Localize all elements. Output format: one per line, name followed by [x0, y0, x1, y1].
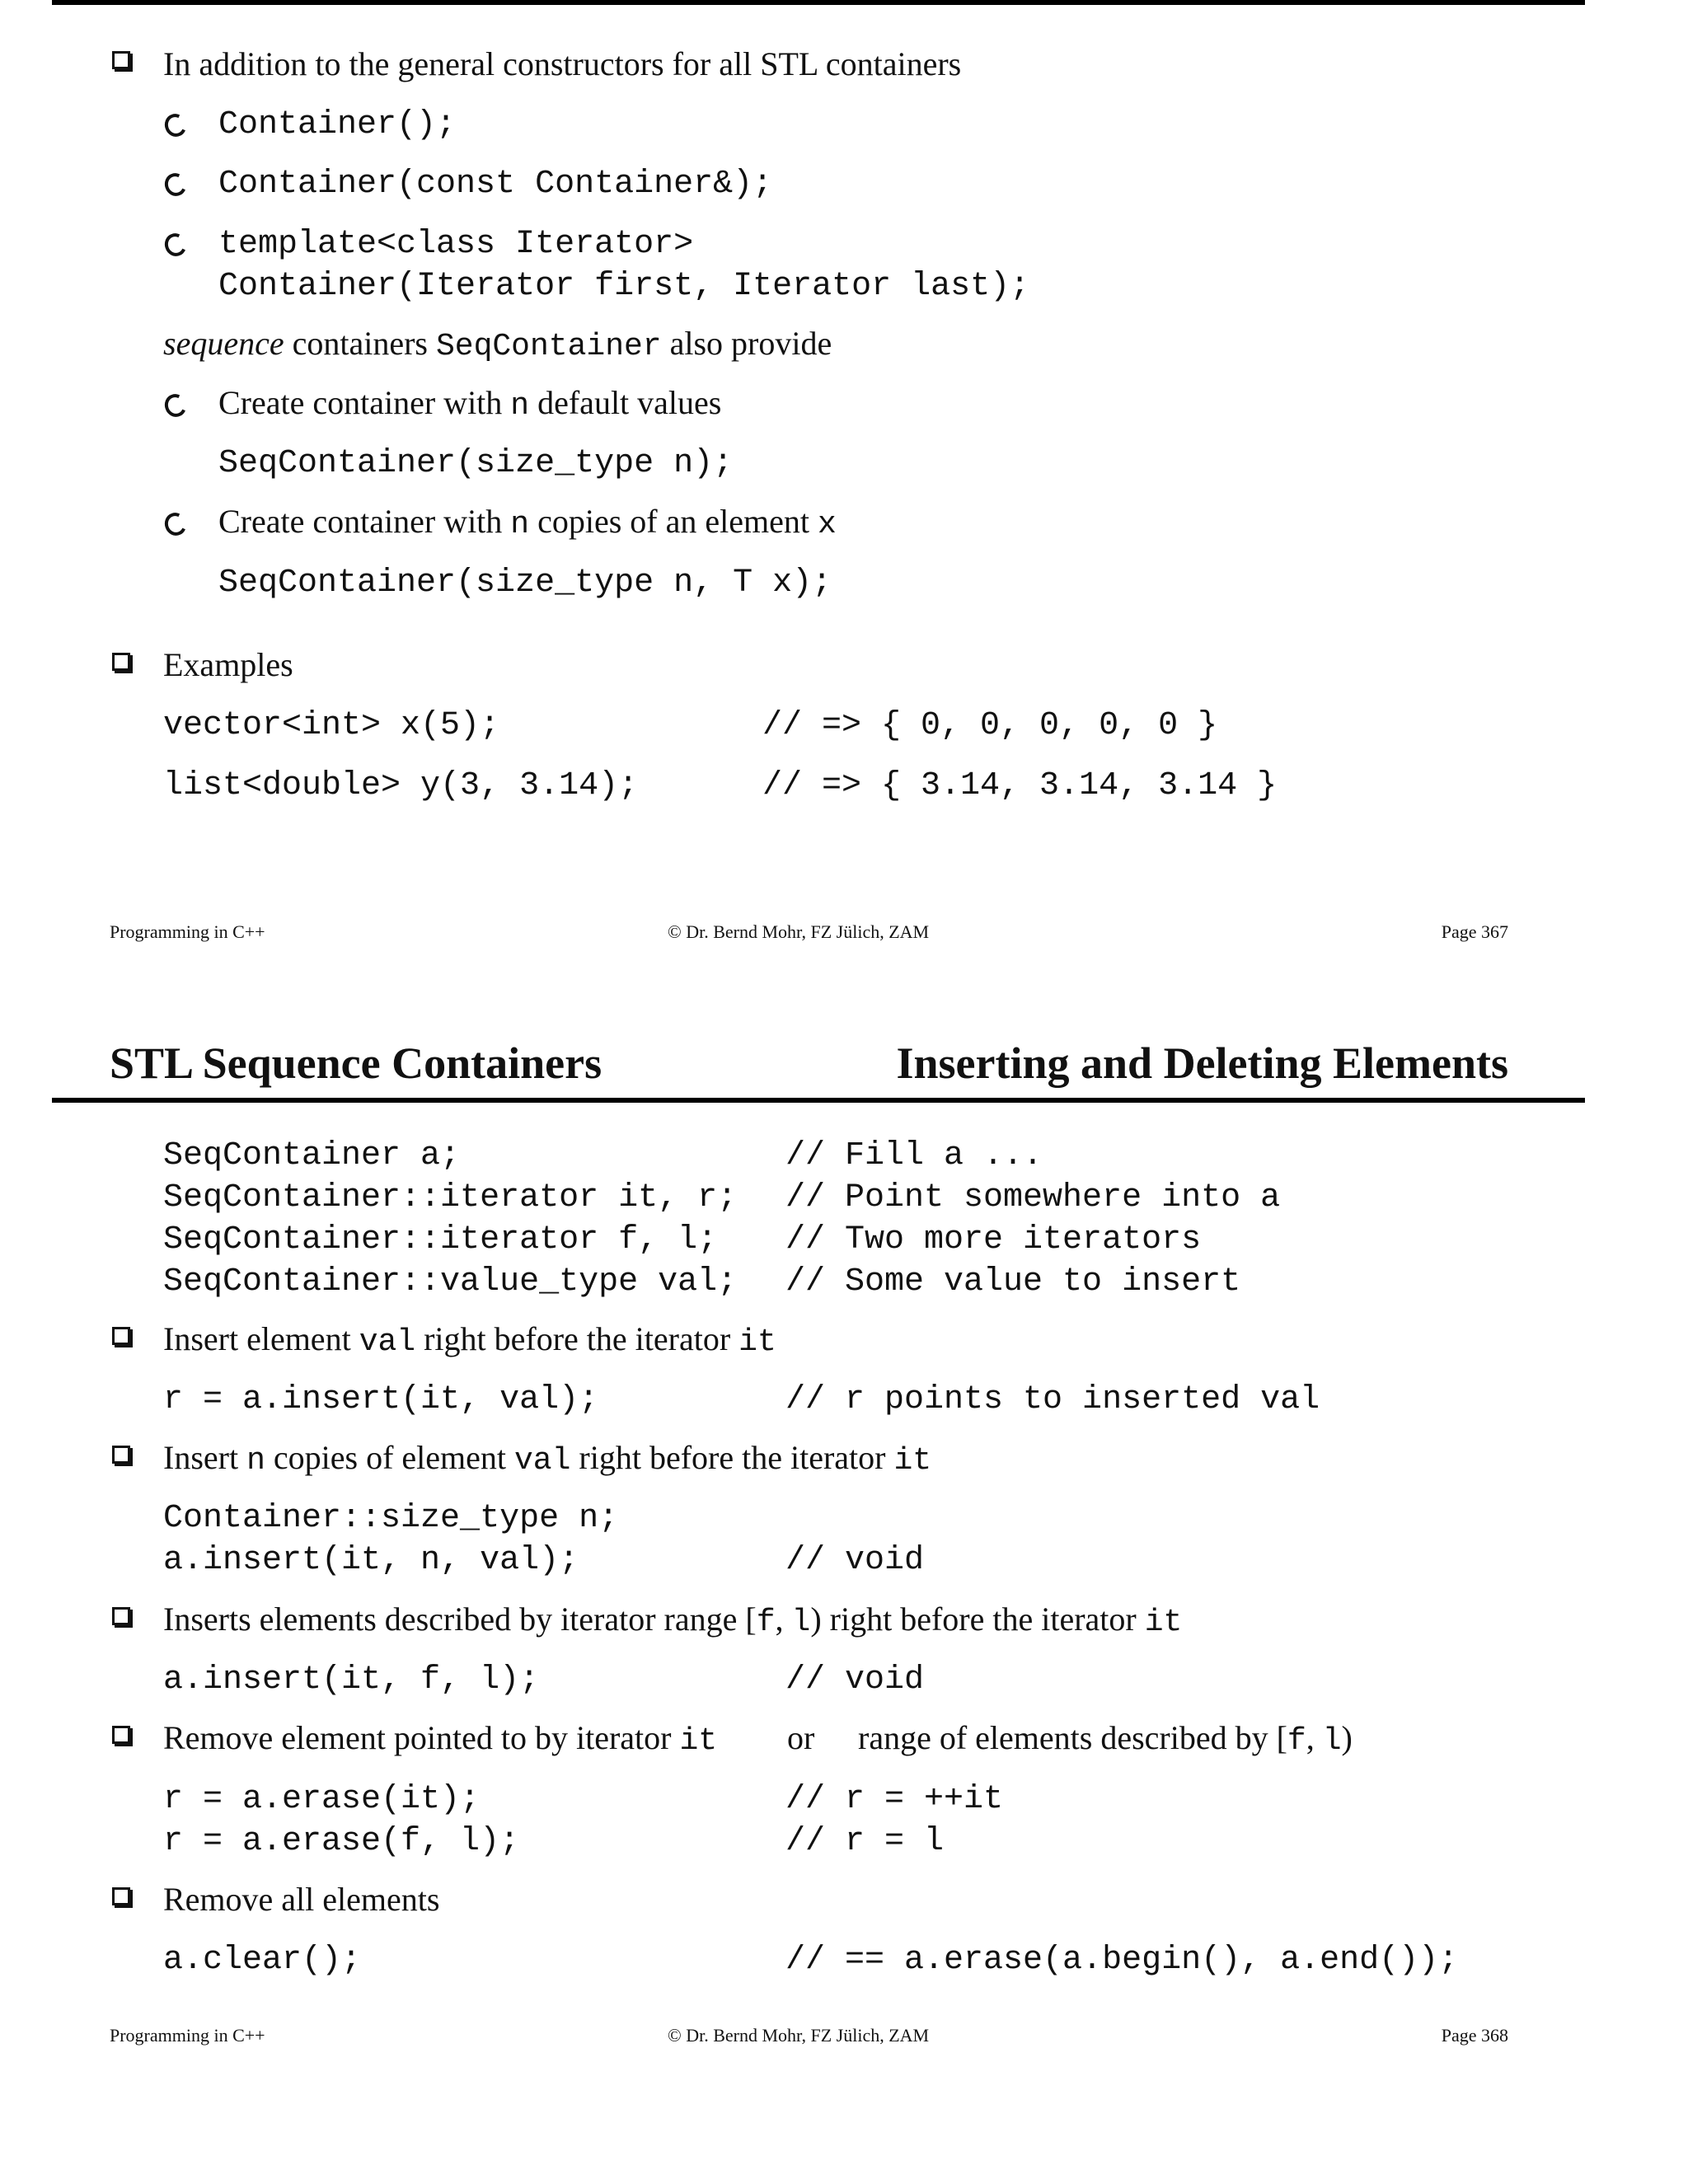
code-comment: // r points to inserted val: [785, 1381, 1320, 1418]
checkbox-bullet-icon: [112, 1446, 130, 1464]
code-size-type-decl: Container::size_type n;: [163, 1500, 619, 1537]
text: Inserts elements described by iterator range [: [163, 1601, 757, 1638]
text: Remove element pointed to by iterator: [163, 1719, 680, 1756]
text: copies of element: [265, 1439, 514, 1476]
footer-copyright: © Dr. Bernd Mohr, FZ Jülich, ZAM: [668, 921, 930, 942]
sequence-word: sequence: [163, 325, 284, 362]
code-comment: // r = ++it: [785, 1781, 1004, 1818]
sequence-containers-intro: [163, 324, 832, 367]
sub-text: Create container with: [218, 384, 511, 421]
intro-text: containers: [284, 325, 436, 362]
text: right before the iterator: [415, 1320, 739, 1357]
code-comment: // Fill a ...: [785, 1137, 1043, 1174]
sub-code: n: [510, 388, 530, 424]
top-rule: [52, 0, 1585, 5]
code-comment: // void: [785, 1661, 925, 1699]
checkbox-bullet-icon: [112, 1607, 130, 1625]
code-insert-val: r = a.insert(it, val);: [163, 1381, 599, 1418]
code-seq-ctor-n-x: SeqContainer(size_type n, T x);: [218, 565, 832, 602]
or-separator: or: [787, 1719, 815, 1756]
code-decl-range: SeqContainer::iterator f, l;: [163, 1221, 718, 1258]
code-example-list: list<double> y(3, 3.14);: [163, 767, 639, 804]
text: range of elements described by [: [858, 1719, 1287, 1756]
code-insert-n-val: a.insert(it, n, val);: [163, 1542, 579, 1579]
checkbox-bullet-icon: [112, 653, 130, 671]
sub-text: Create container with: [218, 503, 511, 540]
bullet-remove-all: Remove all elements: [163, 1881, 440, 1918]
code-insert-range: a.insert(it, f, l);: [163, 1661, 540, 1699]
code-seq-ctor-n: SeqContainer(size_type n);: [218, 445, 734, 482]
code-range-ctor: Container(Iterator first, Iterator last);: [218, 268, 1030, 305]
circle-bullet-icon: [162, 110, 190, 139]
bullet-insert-n-copies: [163, 1438, 931, 1481]
text: ): [1341, 1719, 1353, 1756]
slide-subtitle: Inserting and Deleting Elements: [896, 1038, 1508, 1088]
code-erase-it: r = a.erase(it);: [163, 1781, 481, 1818]
code-comment: // == a.erase(a.begin(), a.end());: [785, 1942, 1459, 1979]
code-template-line: template<class Iterator>: [218, 226, 694, 263]
code-term: it: [679, 1723, 718, 1759]
code-term: f: [1287, 1723, 1306, 1759]
bullet-general-constructors: In addition to the general constructors for all STL containers: [163, 45, 962, 82]
footer-page-number: Page 367: [1441, 921, 1508, 942]
checkbox-bullet-icon: [112, 1887, 130, 1905]
checkbox-bullet-icon: [112, 1726, 130, 1744]
footer-copyright: © Dr. Bernd Mohr, FZ Jülich, ZAM: [668, 2025, 930, 2046]
code-comment: // Point somewhere into a: [785, 1179, 1281, 1216]
sub-default-values: [218, 383, 721, 426]
code-decl-iterators: SeqContainer::iterator it, r;: [163, 1179, 738, 1216]
footer-course: Programming in C++: [110, 921, 265, 942]
code-decl-value: SeqContainer::value_type val;: [163, 1263, 738, 1301]
slide-title: STL Sequence Containers: [110, 1038, 603, 1088]
code-term: val: [359, 1324, 416, 1360]
bullet-remove-element: [163, 1718, 717, 1761]
title-rule: [52, 1098, 1585, 1103]
code-copy-ctor: Container(const Container&);: [218, 166, 773, 203]
code-comment: // => { 3.14, 3.14, 3.14 }: [762, 767, 1278, 804]
sub-text: default values: [529, 384, 722, 421]
text: ,: [1306, 1719, 1323, 1756]
sub-copies-of-element: [218, 502, 837, 545]
bullet-insert-range: [163, 1600, 1182, 1643]
code-term: it: [1144, 1605, 1183, 1640]
code-erase-range: r = a.erase(f, l);: [163, 1823, 520, 1860]
code-comment: // => { 0, 0, 0, 0, 0 }: [762, 707, 1218, 744]
text: Insert element: [163, 1320, 359, 1357]
code-term: val: [514, 1443, 571, 1479]
code-decl-container: SeqContainer a;: [163, 1137, 461, 1174]
code-comment: // Some value to insert: [785, 1263, 1241, 1301]
bullet-insert-element: [163, 1319, 776, 1362]
slide-page-367: [0, 0, 1688, 956]
code-term: it: [738, 1324, 776, 1360]
checkbox-bullet-icon: [112, 1327, 130, 1345]
circle-bullet-icon: [162, 391, 190, 419]
intro-code: SeqContainer: [435, 329, 662, 364]
bullet-remove-range: [858, 1718, 1353, 1761]
sub-code: x: [817, 507, 837, 542]
code-term: f: [756, 1605, 776, 1640]
code-term: l: [791, 1605, 811, 1640]
code-comment: // r = l: [785, 1823, 945, 1860]
code-default-ctor: Container();: [218, 106, 457, 143]
circle-bullet-icon: [162, 509, 190, 538]
code-comment: // Two more iterators: [785, 1221, 1202, 1258]
slide-page-368: [0, 956, 1688, 2184]
code-example-vector: vector<int> x(5);: [163, 707, 500, 744]
code-term: n: [246, 1443, 265, 1479]
sub-text: copies of an element: [529, 503, 818, 540]
sub-code: n: [510, 507, 530, 542]
text: ) right before the iterator: [810, 1601, 1145, 1638]
circle-bullet-icon: [162, 230, 190, 259]
code-term: l: [1322, 1723, 1342, 1759]
intro-end: also provide: [661, 325, 832, 362]
text: ,: [775, 1601, 792, 1638]
circle-bullet-icon: [162, 170, 190, 199]
code-clear: a.clear();: [163, 1942, 362, 1979]
checkbox-bullet-icon: [112, 51, 130, 69]
code-term: it: [893, 1443, 932, 1479]
code-comment: // void: [785, 1542, 925, 1579]
text: right before the iterator: [570, 1439, 894, 1476]
footer-course: Programming in C++: [110, 2025, 265, 2046]
bullet-examples: Examples: [163, 646, 293, 683]
footer-page-number: Page 368: [1441, 2025, 1508, 2046]
text: Insert: [163, 1439, 247, 1476]
